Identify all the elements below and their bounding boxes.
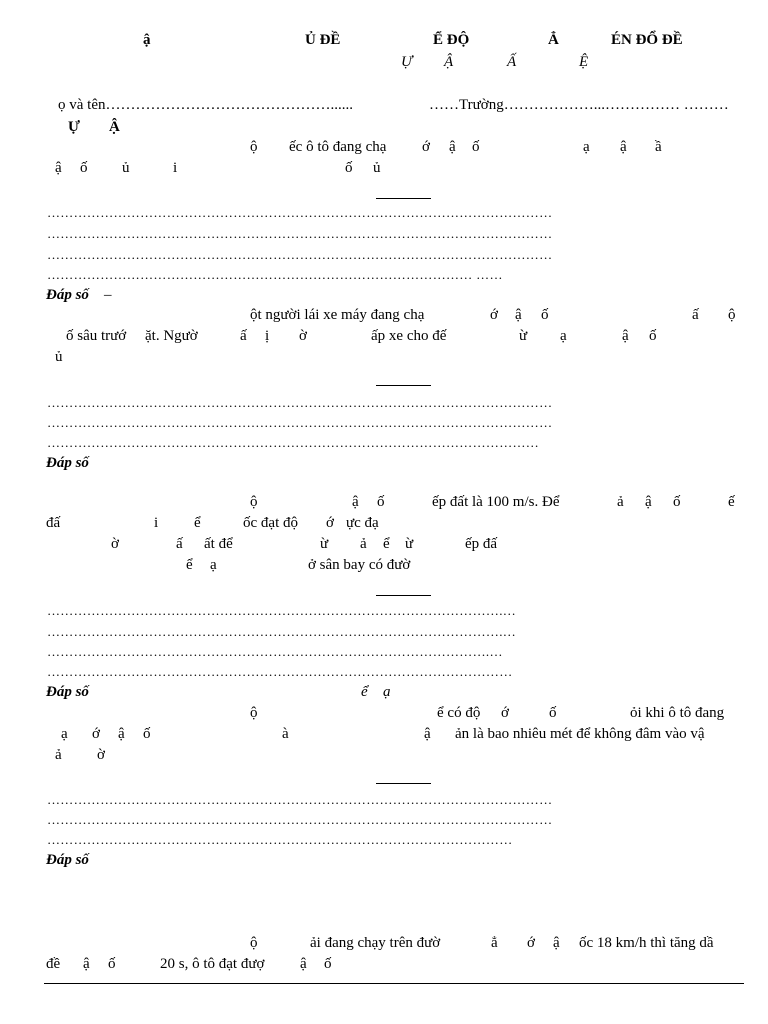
problem-text: ậ [118,726,125,742]
problem-text: ở sân bay có đườ [308,557,411,573]
problem-text: đấ [46,515,61,531]
problem-text: ậ [424,726,431,742]
problem-text: ốc đạt độ [243,515,298,531]
problem-text: ả [617,494,624,510]
problem-text: ỏi khi ô tô đang [630,705,725,721]
problem-text: ậ [645,494,652,510]
answer-extra: ạ [383,684,391,700]
answer-dotted-line[interactable]: …………………………………………………………………………………………………… [47,792,553,807]
problem-text: ố [143,726,151,742]
problem-text: ộ [250,935,258,951]
problem-text: ậ [352,494,359,510]
problem-text: ấp xe cho đế [371,328,447,344]
answer-dotted-line[interactable]: …………………………………………………………………………………………………… [47,247,553,262]
answer-dotted-line[interactable]: ……………………………………………………………………………………….… [47,644,503,659]
problem-text: ếp đất là 100 m/s. Để [432,494,560,510]
problem-text: ố [324,956,332,972]
problem-text: ố [80,160,88,176]
subheader-fragment: Ệ [579,54,589,70]
problem-text: ải đang chạy trên đườ [310,935,441,951]
answer-dotted-line[interactable]: …………………………………………………………………………………………… [47,664,513,679]
header-fragment: ậ [143,32,151,48]
problem-text: ậ [300,956,307,972]
problem-text: ậ [620,139,627,155]
problem-text: ạ [61,726,68,742]
problem-text: ặt. Ngườ [145,328,198,344]
problem-text: i [173,160,178,176]
problem-text: ậ [55,160,62,176]
subheader-fragment: Ấ [507,54,517,70]
problem-text: ản là bao nhiêu mét để không đâm vào vậ [455,726,705,742]
problem-text: ố [108,956,116,972]
problem-text: ố [377,494,385,510]
problem-text: ố [549,705,557,721]
section-title-fragment: Ự [68,119,80,135]
problem-text: ả [55,747,62,763]
problem-text: ốc 18 km/h thì tăng dầ [579,935,714,951]
problem-text: ố [541,307,549,323]
problem-text: ố sâu trướ [66,328,127,344]
problem-text: ủ [373,160,381,176]
problem-text: ậ [449,139,456,155]
header-fragment: Ủ ĐỀ [305,32,341,48]
problem-text: ờ [299,328,307,344]
problem-text: ớ [326,515,334,531]
problem-text: ể [194,515,201,531]
header-fragment: ÉN ĐỔ ĐỀ [611,32,683,48]
problem-text: ả [360,536,367,552]
answer-dotted-line[interactable]: …………………………………………………………………………………………… [47,832,513,847]
answer-suffix: – [104,287,112,303]
problem-text: ậ [622,328,629,344]
problem-text: ạ [210,557,217,573]
problem-text: ấ [176,536,183,552]
problem-text: ạ [560,328,567,344]
problem-text: ờ [111,536,119,552]
problem-text: ế [728,494,735,510]
separator-line [376,783,431,784]
problem-text: ừ [405,536,414,552]
problem-text: ủ [55,349,63,365]
problem-text: ộ [250,494,258,510]
problem-text: ừ [519,328,528,344]
problem-text: đề [46,956,61,972]
problem-text: ấ [692,307,699,323]
answer-label: Đáp số [46,287,89,303]
problem-text: ể [383,536,390,552]
problem-text: ớ [422,139,430,155]
problem-text: ờ [97,747,105,763]
problem-text: ố [345,160,353,176]
problem-text: ẳ [491,935,498,951]
problem-text: ậ [553,935,560,951]
answer-dotted-line[interactable]: …………………………………………………………………………………………………… [47,395,553,410]
header-fragment: Ể ĐỘ [433,32,470,48]
answer-label: Đáp số [46,684,89,700]
answer-dotted-line[interactable]: ………………………………………………………………………………………….… [47,603,517,618]
problem-text: ếc ô tô đang chạ [289,139,387,155]
problem-text: ậ [515,307,522,323]
problem-text: ột người lái xe máy đang chạ [250,307,425,323]
answer-dotted-line[interactable]: ………………………………………………………………………………………….… [47,624,517,639]
problem-text: ừ [320,536,329,552]
student-name-field[interactable]: ọ và tên………………………………………...... [58,97,353,113]
problem-text: ể có độ [437,705,481,721]
answer-extra: ể [361,684,368,700]
problem-text: ộ [250,705,258,721]
separator-line [376,385,431,386]
problem-text: ộ [728,307,736,323]
answer-dotted-line[interactable]: …………………………………………………………………………………… …… [47,267,503,282]
problem-text: ớ [490,307,498,323]
problem-text: ậ [83,956,90,972]
separator-line [376,595,431,596]
answer-label: Đáp số [46,852,89,868]
problem-text: 20 s, ô tô đạt đượ [160,956,265,972]
problem-text: ố [472,139,480,155]
problem-text: ất để [204,536,233,552]
answer-dotted-line[interactable]: …………………………………………………………………………………………………… [47,415,553,430]
problem-text: à [282,726,289,742]
problem-text: ấ [240,328,247,344]
problem-text: ếp đấ [465,536,498,552]
subheader-fragment: Ậ [444,54,454,70]
separator-line [376,198,431,199]
header-fragment: Ẳ [548,32,559,48]
answer-dotted-line[interactable]: …………………………………………………………………………………………………… [47,226,553,241]
answer-label: Đáp số [46,455,89,471]
problem-text: ị [265,328,270,344]
problem-text: ớ [527,935,535,951]
problem-text: ạ [583,139,590,155]
problem-text: ố [673,494,681,510]
problem-text: ớ [501,705,509,721]
problem-text: ực đạ [346,515,379,531]
problem-text: ể [186,557,193,573]
subheader-fragment: Ự [401,54,413,70]
answer-dotted-line[interactable]: …………………………………………………………………………………………………… [47,205,553,220]
footer-line [44,983,744,984]
problem-text: ớ [92,726,100,742]
section-title-fragment: Ậ [109,119,120,135]
answer-dotted-line[interactable]: ………………………………………………………………………………………………… [47,435,540,450]
answer-dotted-line[interactable]: …………………………………………………………………………………………………… [47,812,553,827]
problem-text: ầ [655,139,662,155]
school-field[interactable]: ……Trường………………...…………… ……… [429,97,729,113]
problem-text: ủ [122,160,130,176]
problem-text: i [154,515,159,531]
problem-text: ộ [250,139,258,155]
problem-text: ố [649,328,657,344]
